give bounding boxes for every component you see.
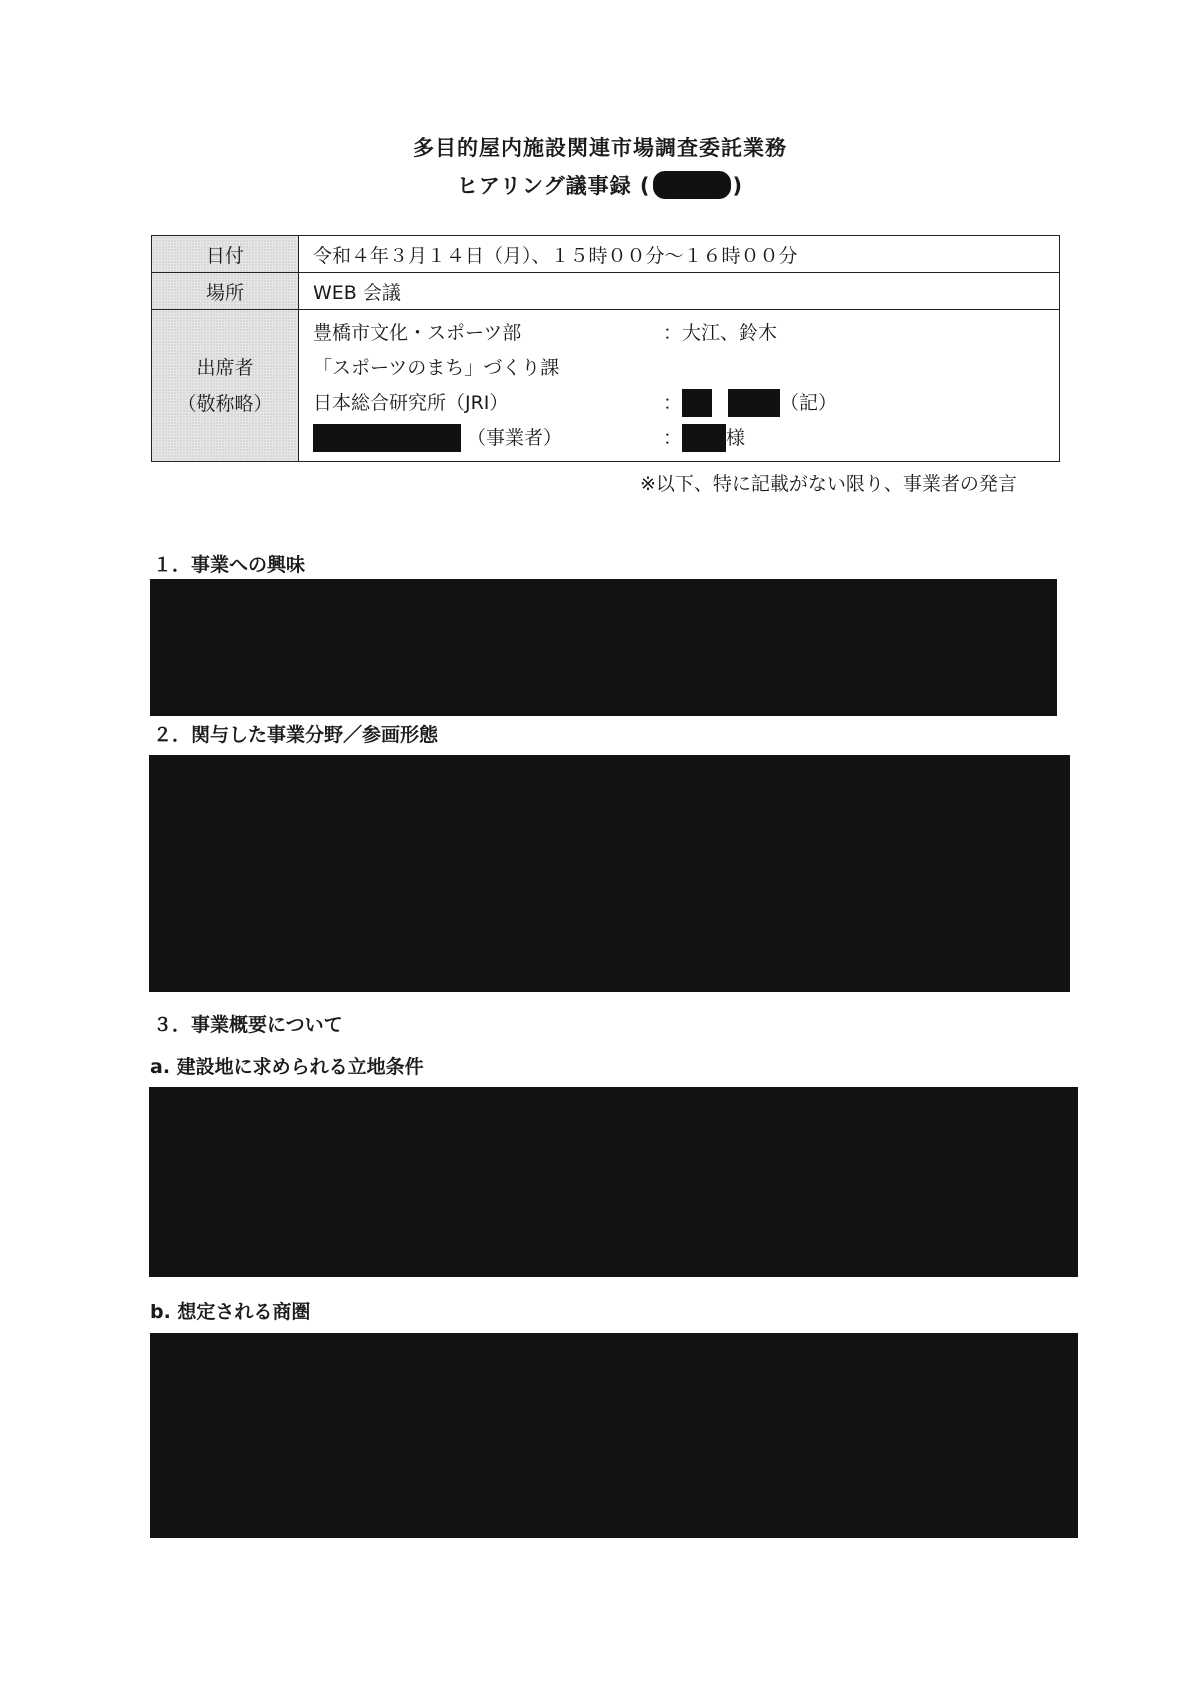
attendees-label-line2: （敬称略） <box>177 392 273 415</box>
subtitle-text: ヒアリング議事録 <box>456 174 632 198</box>
place-label: 場所 <box>152 273 299 310</box>
date-value: 令和４年３月１４日（月）、１５時００分～１６時００分 <box>299 236 1060 273</box>
attendee-org: 日本総合研究所（JRI） <box>313 391 509 414</box>
attendee-names: ：大江、鈴木 <box>663 321 778 344</box>
attendee-org: 「スポーツのまち」づくり課 <box>313 356 560 379</box>
names-prefix: ： <box>663 426 683 449</box>
attendee-line <box>313 316 1045 351</box>
subsection-heading-a: a. 建設地に求められる立地条件 <box>150 1056 424 1078</box>
document-subtitle <box>0 170 1200 201</box>
attendee-names <box>663 421 745 456</box>
meeting-info-table <box>151 235 1060 462</box>
redaction-block <box>682 389 712 417</box>
subsection-heading-b: b. 想定される商圏 <box>150 1301 311 1323</box>
date-label: 日付 <box>152 236 299 273</box>
attendees-label <box>152 310 299 462</box>
attendee-org-suffix: （事業者） <box>467 426 563 449</box>
place-value: WEB 会議 <box>299 273 1060 310</box>
redaction-block <box>313 424 461 452</box>
attendees-label-line1: 出席者 <box>196 356 254 379</box>
redaction-block <box>150 1333 1078 1538</box>
attendee-line <box>313 351 1045 386</box>
document-title: 多目的屋内施設関連市場調査委託業務 <box>413 136 787 160</box>
redaction-block <box>682 424 726 452</box>
section-heading-1: １．事業への興味 <box>153 554 306 576</box>
attendee-names <box>663 386 837 421</box>
attendee-line <box>313 421 1045 456</box>
names-suffix: 様 <box>726 426 746 449</box>
names-prefix: ： <box>663 391 683 414</box>
redaction-block <box>653 171 731 199</box>
redaction-block <box>728 389 780 417</box>
redaction-block <box>149 1087 1078 1277</box>
section-heading-3: ３．事業概要について <box>153 1014 343 1036</box>
paren-close: ) <box>732 174 744 198</box>
section-heading-2: ２．関与した事業分野／参画形態 <box>153 724 439 746</box>
attendee-org: 豊橋市文化・スポーツ部 <box>313 321 522 344</box>
names-suffix: （記） <box>780 391 838 414</box>
place-row <box>152 273 1060 310</box>
date-row <box>152 236 1060 273</box>
paren-open: ( <box>639 174 651 198</box>
attendees-row <box>152 310 1060 462</box>
redaction-block <box>149 755 1070 992</box>
attendee-line <box>313 386 1045 421</box>
attendees-list <box>299 310 1060 462</box>
redaction-block <box>150 579 1057 716</box>
speaker-note: ※以下、特に記載がない限り、事業者の発言 <box>640 473 1017 495</box>
